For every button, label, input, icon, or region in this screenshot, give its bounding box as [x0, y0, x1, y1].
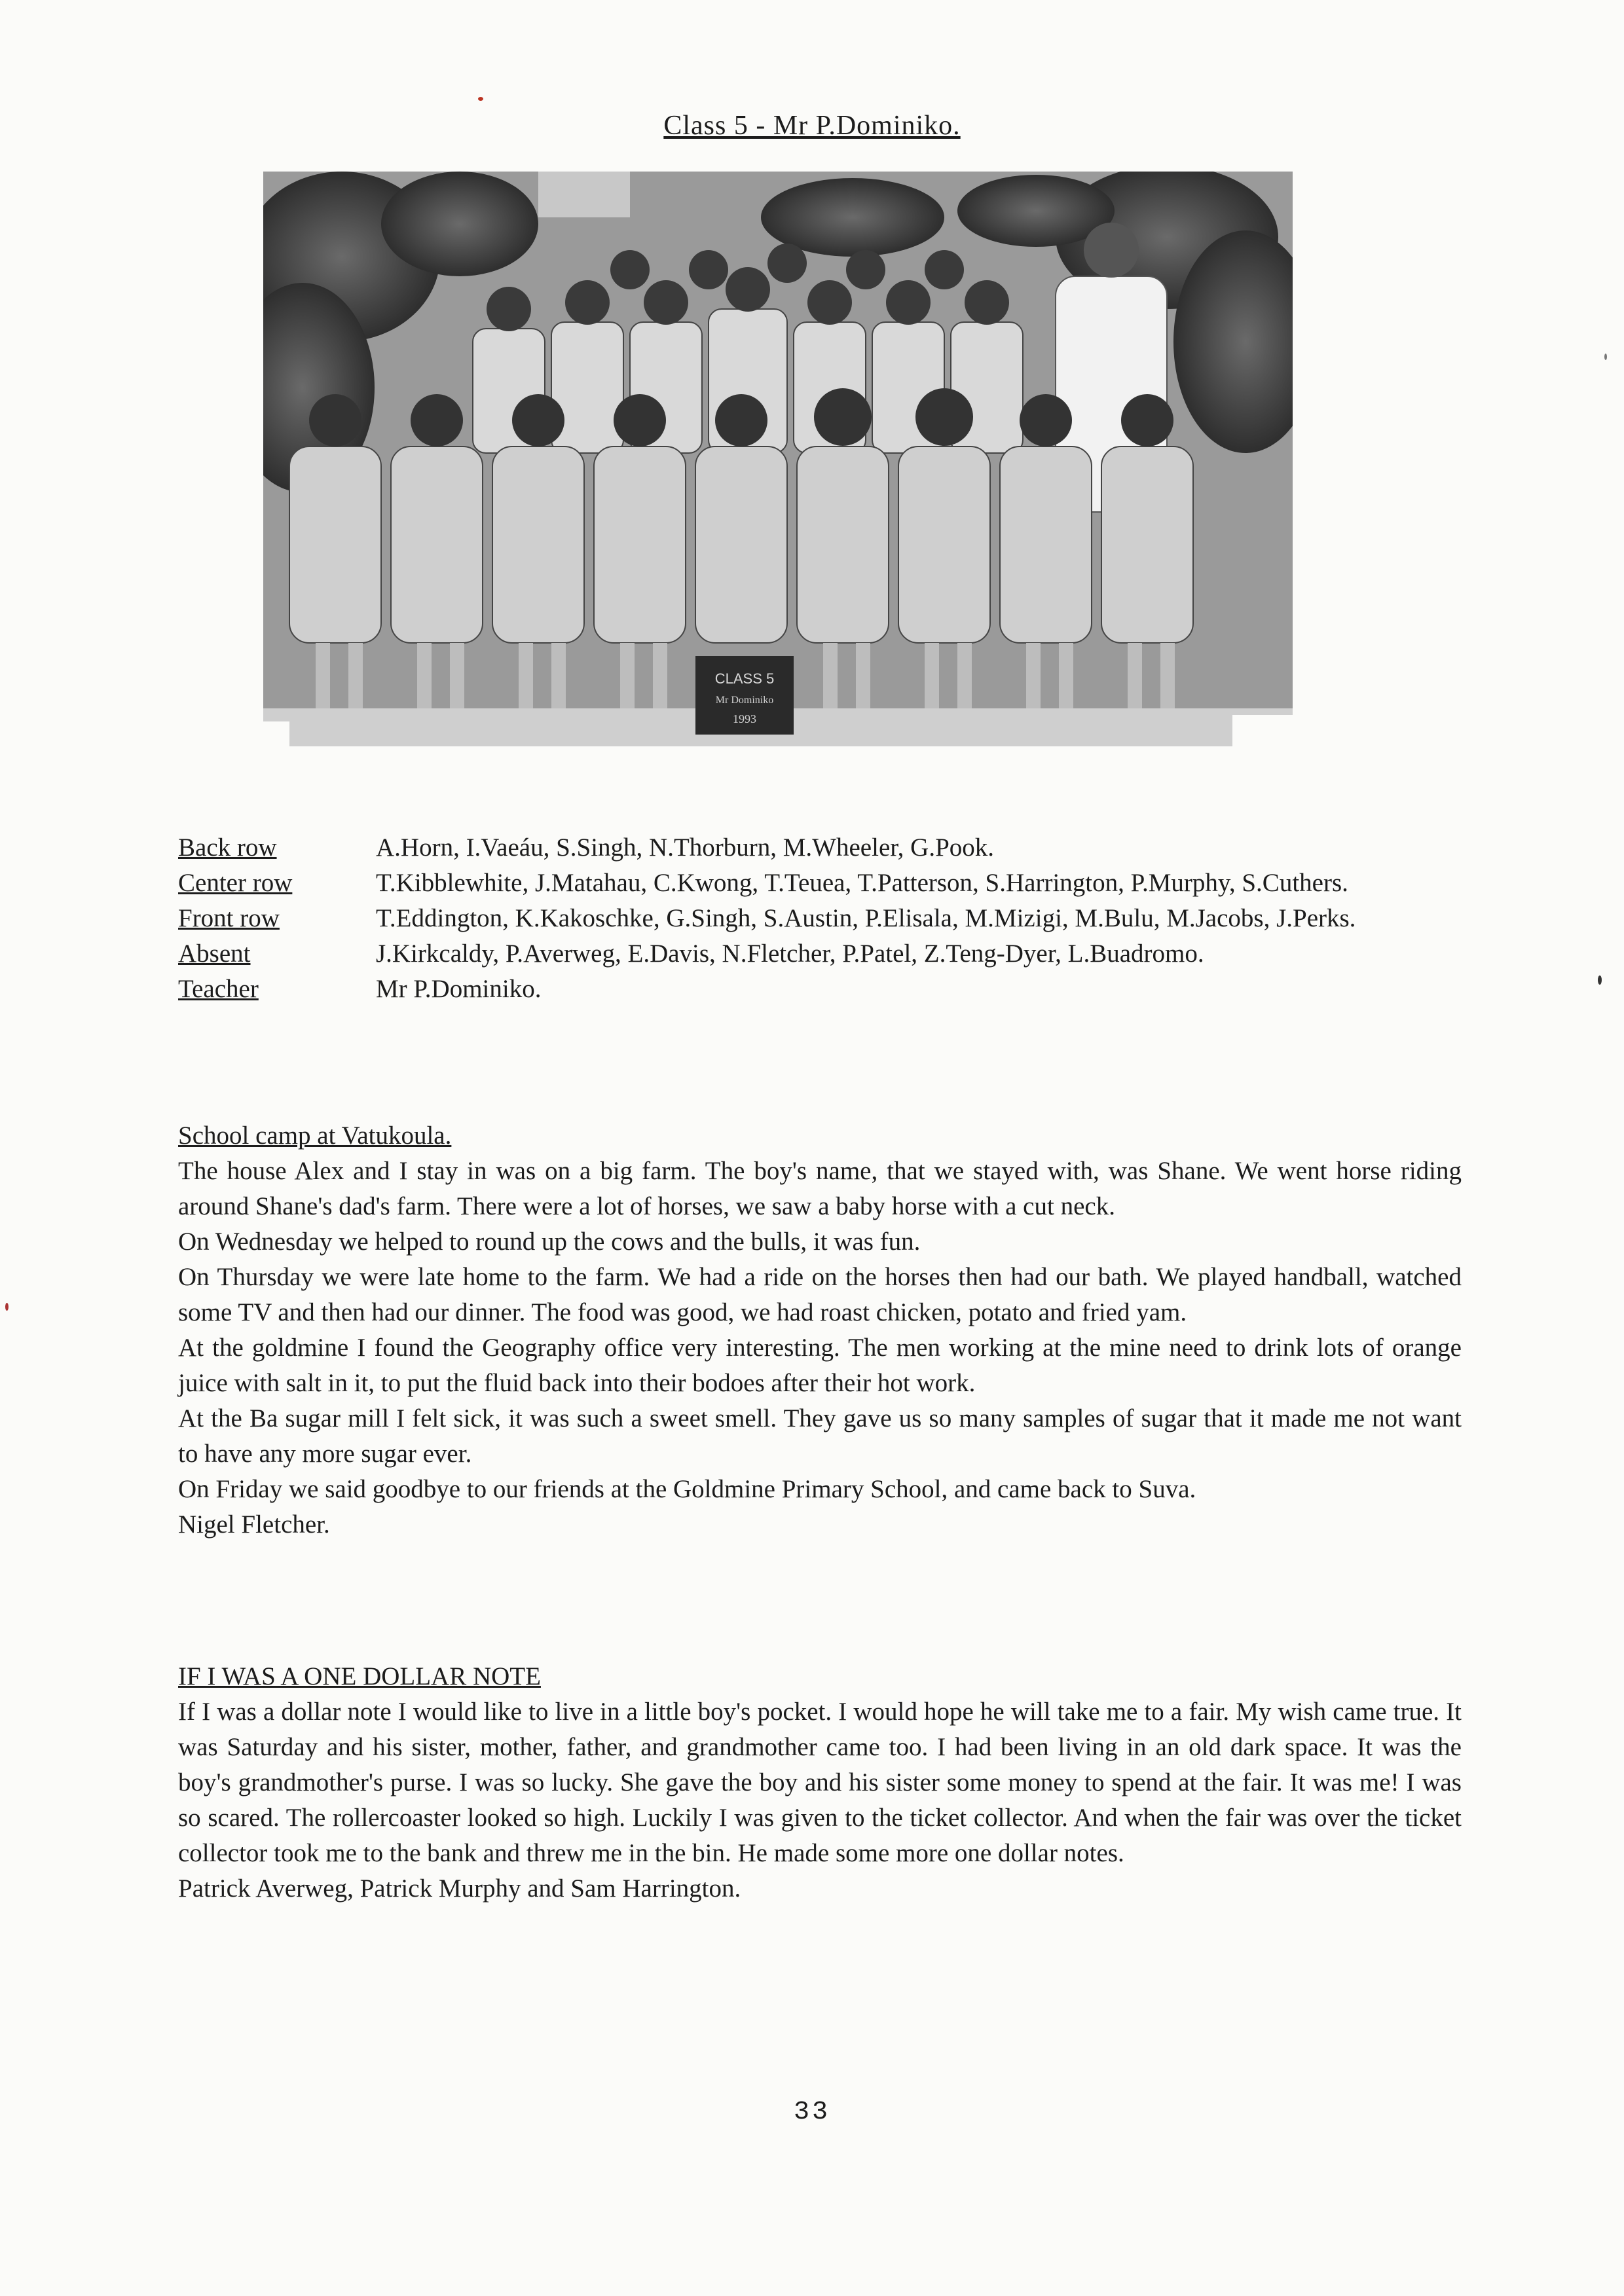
roster-label: Back row [178, 833, 277, 862]
slate-line-3: 1993 [733, 712, 756, 725]
camp-paragraph: At the goldmine I found the Geography office very interesting. The men working at the mine need to drink lots of orange juice with salt in it, to put the fluid back into their bodoes after their hot work. [178, 1334, 1462, 1397]
roster-row-center [178, 866, 1494, 901]
heads-front [309, 388, 1173, 446]
slate-line-2: Mr Dominiko [715, 695, 774, 706]
scan-speck [5, 1303, 9, 1311]
roster-label: Teacher [178, 975, 259, 1003]
roster-row-absent [178, 936, 1494, 972]
camp-story [178, 1118, 1462, 1542]
class-roster [178, 830, 1494, 1007]
dollar-authors: Patrick Averweg, Patrick Murphy and Sam Harrington. [178, 1874, 741, 1903]
camp-paragraph: At the Ba sugar mill I felt sick, it was such a sweet smell. They gave us so many samples of sugar that it made me not want to have any more sugar ever. [178, 1404, 1462, 1468]
roster-names: T.Eddington, K.Kakoschke, G.Singh, S.Austin, P.Elisala, M.Mizigi, M.Bulu, M.Jacobs, J.Perks. [376, 904, 1356, 932]
slate-line-1: CLASS 5 [714, 670, 775, 687]
front-row-students [289, 446, 1193, 643]
dollar-paragraph: If I was a dollar note I would like to live in a little boy's pocket. I would hope he will take me to a fair. My wish came true. It was Saturday and his sister, mother, father, and grandmother came too. I had been living in an old dark space. It was the boy's grandmother's purse. I was so lucky. She gave the boy and his sister some money to spend at the fair. It was me! I was so scared. The rollercoaster looked so high. Luckily I was given to the ticket collector. And when the fair was over the ticket collector took me to the bank and threw me in the bin. He made some more one dollar notes. [178, 1698, 1462, 1867]
camp-paragraph: On Wednesday we helped to round up the cows and the bulls, it was fun. [178, 1228, 921, 1256]
roster-names: Mr P.Dominiko. [376, 975, 542, 1003]
roster-names: J.Kirkcaldy, P.Averweg, E.Davis, N.Fletcher, P.Patel, Z.Teng-Dyer, L.Buadromo. [376, 939, 1204, 968]
roster-row-front [178, 901, 1494, 936]
roster-names: A.Horn, I.Vaeáu, S.Singh, N.Thorburn, M.Wheeler, G.Pook. [376, 833, 995, 862]
camp-paragraph: On Thursday we were late home to the farm. We had a ride on the horses then had our bath. We played handball, watched some TV and then had our dinner. The food was good, we had roast chicken, potato and fried yam. [178, 1263, 1462, 1326]
roster-names: T.Kibblewhite, J.Matahau, C.Kwong, T.Teuea, T.Patterson, S.Harrington, P.Murphy, S.Cuthers. [376, 869, 1348, 897]
scan-speck [1604, 354, 1607, 360]
camp-author: Nigel Fletcher. [178, 1510, 330, 1539]
scan-speck [478, 97, 483, 101]
roster-row-back [178, 830, 1494, 866]
roster-label: Center row [178, 869, 293, 897]
dollar-heading: IF I WAS A ONE DOLLAR NOTE [178, 1662, 541, 1690]
page-number: 33 [793, 2098, 830, 2127]
page-title: Class 5 - Mr P.Dominiko. [663, 111, 961, 141]
class-slate [695, 656, 794, 735]
dollar-story [178, 1659, 1462, 1906]
roster-row-teacher [178, 972, 1494, 1007]
roster-label: Front row [178, 904, 280, 932]
camp-paragraph: On Friday we said goodbye to our friends at the Goldmine Primary School, and came back to Suva. [178, 1475, 1196, 1503]
class-photo [263, 172, 1293, 746]
camp-paragraph: The house Alex and I stay in was on a big farm. The boy's name, that we stayed with, was Shane. We went horse riding around Shane's dad's farm. There were a lot of horses, we saw a baby horse with a cut neck. [178, 1157, 1462, 1220]
camp-heading: School camp at Vatukoula. [178, 1121, 452, 1150]
roster-label: Absent [178, 939, 251, 968]
scan-speck [1598, 975, 1602, 985]
